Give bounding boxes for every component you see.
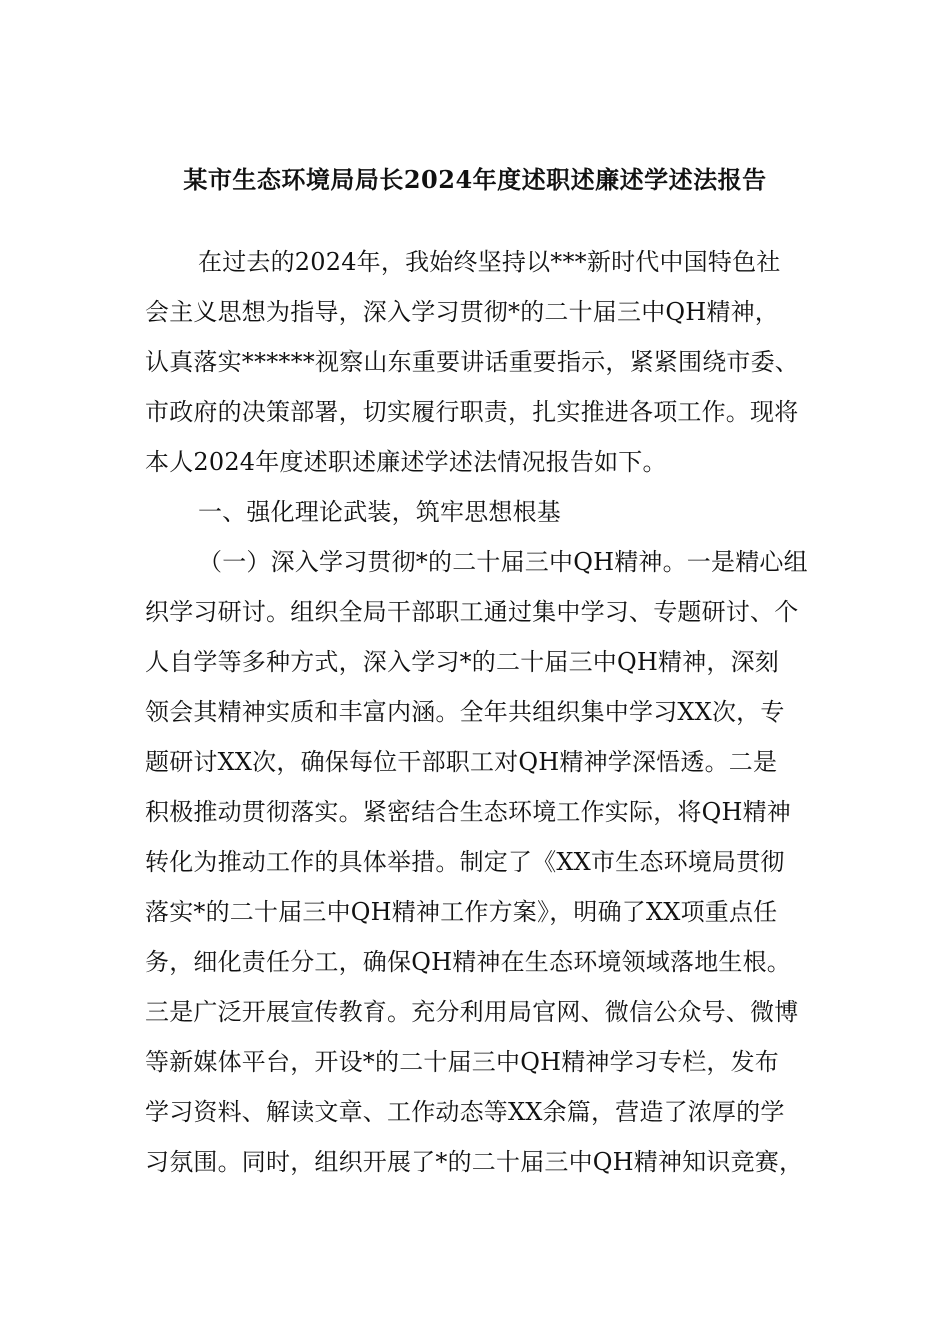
- paragraph-line: 在过去的2024年，我始终坚持以***新时代中国特色社: [198, 248, 781, 276]
- subsection-heading-line: （一）深入学习贯彻*的二十届三中QH精神。一是精心组: [198, 548, 808, 576]
- paragraph-line: 习氛围。同时，组织开展了*的二十届三中QH精神知识竞赛，: [145, 1148, 804, 1176]
- paragraph-line: 织学习研讨。组织全局干部职工通过集中学习、专题研讨、个: [145, 598, 799, 626]
- paragraph-line: 市政府的决策部署，切实履行职责，扎实推进各项工作。现将: [145, 398, 799, 426]
- paragraph-line: 三是广泛开展宣传教育。充分利用局官网、微信公众号、微博: [145, 998, 799, 1026]
- paragraph-line: 务，细化责任分工，确保QH精神在生态环境领域落地生根。: [145, 948, 792, 976]
- paragraph-line: 本人2024年度述职述廉述学述法情况报告如下。: [145, 448, 667, 476]
- paragraph-line: 积极推动贯彻落实。紧密结合生态环境工作实际，将QH精神: [145, 798, 792, 826]
- paragraph-line: 人自学等多种方式，深入学习*的二十届三中QH精神，深刻: [145, 648, 780, 676]
- paragraph-line: 认真落实******视察山东重要讲话重要指示，紧紧围绕市委、: [145, 348, 799, 376]
- paragraph-line: 会主义思想为指导，深入学习贯彻*的二十届三中QH精神，: [145, 298, 780, 326]
- paragraph-line: 等新媒体平台，开设*的二十届三中QH精神学习专栏，发布: [145, 1048, 780, 1076]
- paragraph-line: 学习资料、解读文章、工作动态等XX余篇，营造了浓厚的学: [145, 1098, 785, 1126]
- document-title: 某市生态环境局局长2024年度述职述廉述学述法报告: [183, 165, 767, 194]
- paragraph-line: 领会其精神实质和丰富内涵。全年共组织集中学习XX次，专: [145, 698, 785, 726]
- paragraph-line: 转化为推动工作的具体举措。制定了《XX市生态环境局贯彻: [145, 848, 785, 876]
- section-heading: 一、强化理论武装，筑牢思想根基: [198, 498, 561, 526]
- paragraph-line: 落实*的二十届三中QH精神工作方案》，明确了XX项重点任: [145, 898, 778, 926]
- paragraph-line: 题研讨XX次，确保每位干部职工对QH精神学深悟透。二是: [145, 748, 778, 776]
